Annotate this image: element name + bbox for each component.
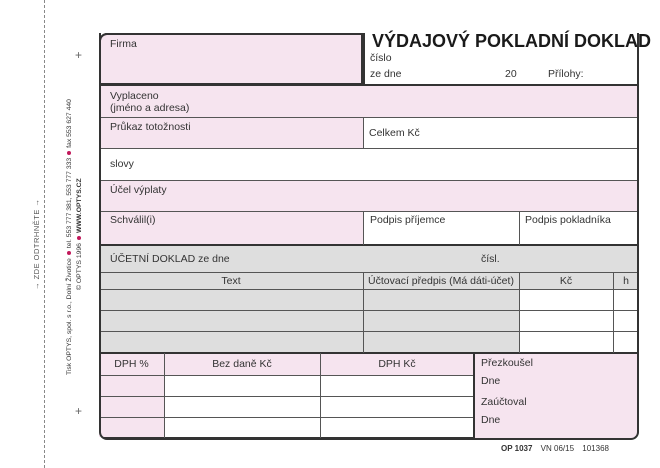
checked-date-label: Dne — [481, 375, 501, 387]
firma-border — [99, 33, 365, 86]
document-title: VÝDAJOVÝ POKLADNÍ DOKLAD — [372, 31, 652, 51]
purpose-label: Účel výplaty — [110, 184, 167, 196]
web-address: WWW.OPTYS.CZ — [76, 178, 83, 234]
cashier-signature-label: Podpis pokladníka — [525, 214, 611, 226]
bullet-icon — [67, 251, 71, 255]
printer-info-line2 — [76, 178, 83, 290]
form-code: OP 1037 — [501, 444, 533, 453]
col-base-amount: Bez daně Kč — [212, 358, 272, 370]
phone-info: tel. 553 777 381, 553 777 333 — [66, 157, 73, 249]
approved-by-label: Schválil(i) — [110, 214, 156, 226]
registration-mark-bottom: + — [75, 404, 83, 418]
bullet-icon — [67, 151, 71, 155]
form-version: VN 06/15 — [540, 444, 575, 453]
col-hellers: h — [623, 275, 629, 287]
col-vat-amount: DPH Kč — [378, 358, 416, 370]
recipient-signature-label: Podpis příjemce — [370, 214, 446, 226]
number-label: číslo — [370, 52, 392, 64]
print-info: Tisk OPTYS, spol. s r.o., Dolní Životice — [66, 258, 73, 375]
tear-off-line — [44, 0, 45, 468]
col-vat-rate: DPH % — [114, 358, 149, 370]
form-border — [99, 84, 639, 440]
id-card-label: Průkaz totožnosti — [110, 121, 191, 133]
firma-label: Firma — [110, 38, 137, 50]
printer-info-line1 — [66, 99, 73, 375]
divider — [637, 84, 639, 88]
year-prefix: 20 — [505, 68, 517, 80]
form-number: 101368 — [582, 444, 609, 453]
copyright: © OPTYS 1996 — [76, 243, 83, 290]
total-label: Celkem Kč — [369, 127, 420, 139]
accounting-number-label: čísl. — [481, 253, 500, 265]
col-posting-rule: Účtovací předpis (Má dáti-účet) — [368, 275, 514, 287]
posted-by-label: Zaúčtoval — [481, 396, 527, 408]
registration-mark-top: + — [75, 48, 83, 62]
tear-here-label: → ZDE ODTRHNĚTE → — [32, 198, 41, 290]
col-text: Text — [221, 275, 241, 287]
col-amount-czk: Kč — [559, 275, 573, 287]
checked-by-label: Přezkoušel — [481, 357, 533, 369]
fax-info: fax 553 627 440 — [66, 99, 73, 148]
footer-codes — [501, 444, 609, 453]
bullet-icon — [77, 236, 81, 240]
in-words-label: slovy — [110, 158, 134, 170]
divider — [363, 33, 365, 85]
date-label: ze dne — [370, 68, 402, 80]
name-address-hint: (jméno a adresa) — [110, 102, 190, 114]
attachments-label: Přílohy: — [548, 68, 584, 80]
posted-date-label: Dne — [481, 414, 501, 426]
accounting-date-label: ÚČETNÍ DOKLAD ze dne — [110, 253, 230, 265]
paid-to-label: Vyplaceno — [110, 90, 159, 102]
